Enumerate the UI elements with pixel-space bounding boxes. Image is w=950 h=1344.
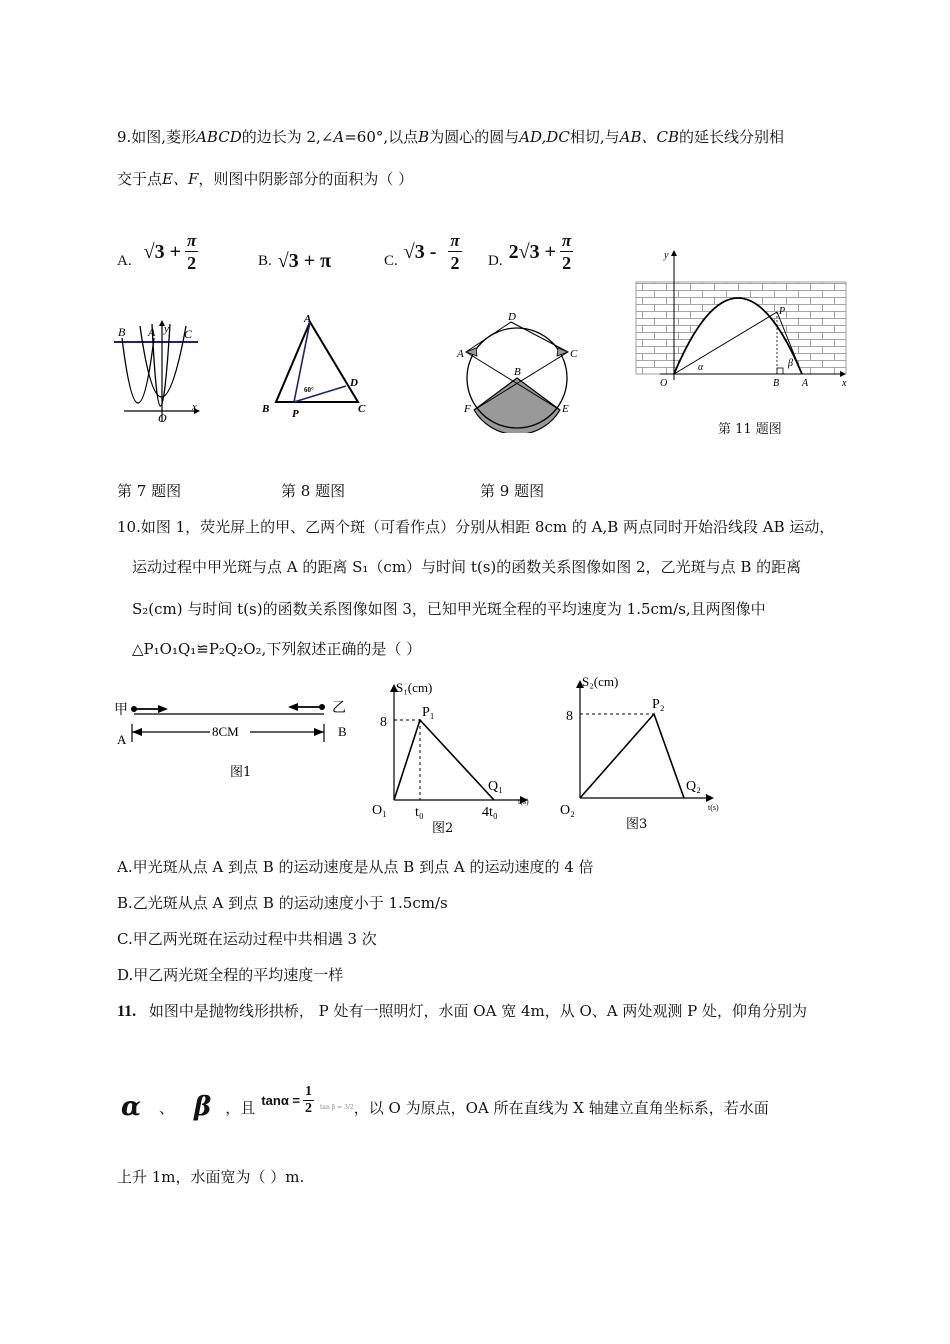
option-expr: √3 -: [403, 240, 437, 263]
svg-text:B: B: [118, 325, 126, 339]
q10-line3: S₂(cm) 与时间 t(s)的函数关系图像如图 3，已知甲光斑全程的平均速度为 1.5cm/s,且两图像中: [132, 600, 766, 618]
svg-text:B: B: [262, 403, 270, 415]
denominator: 2: [562, 252, 572, 273]
fig3-ylabel: S₂(cm): [582, 674, 619, 689]
numerator: π: [561, 230, 572, 250]
figure-7-caption: 第 7 题图: [117, 482, 182, 500]
svg-text:60°: 60°: [304, 386, 314, 394]
q9-line2: [117, 168, 413, 189]
svg-text:D: D: [350, 377, 358, 389]
q11-line1: [117, 1000, 807, 1021]
svg-text:D: D: [508, 311, 516, 323]
fig3-p: P₂: [652, 697, 665, 712]
figure-9-caption: 第 9 题图: [480, 482, 545, 500]
q10-figure-2: [368, 672, 553, 840]
fig3-o: O₂: [560, 803, 575, 818]
q9-text: E、F: [162, 170, 199, 188]
q9-option-b[interactable]: [258, 228, 331, 276]
q10-choice-a[interactable]: A.甲光斑从点 A 到点 B 的运动速度是从点 B 到点 A 的运动速度的 4 倍: [117, 858, 594, 876]
q9-text: ABCD: [196, 128, 242, 146]
option-label: A.: [117, 252, 132, 269]
q10-line2: 运动过程中甲光斑与点 A 的距离 S₁（cm）与时间 t(s)的函数关系图像如图 2，乙光斑与点 B 的距离: [132, 558, 802, 576]
svg-text:A: A: [304, 313, 312, 325]
separator: 、: [159, 1098, 175, 1117]
q10-figure-1: [112, 690, 362, 790]
fig1-yi: 乙: [332, 700, 346, 716]
svg-text:P: P: [779, 306, 786, 317]
numerator: π: [450, 230, 460, 250]
svg-text:A: A: [802, 378, 809, 389]
option-label: D.: [488, 252, 503, 269]
svg-text:F: F: [464, 403, 471, 415]
q9-text: ，则图中阴影部分的面积为（ ）: [198, 170, 414, 188]
option-expr: √3 +: [143, 240, 181, 263]
tan-alpha: [261, 1084, 314, 1117]
denominator: 2: [450, 252, 460, 273]
option-expr: √3 + π: [277, 249, 332, 272]
numerator: π: [186, 230, 197, 250]
q11-number: 11.: [117, 1003, 137, 1020]
svg-text:C: C: [358, 403, 366, 415]
q10-line4: △P₁O₁Q₁≌P₂Q₂O₂,下列叙述正确的是（ ）: [132, 640, 422, 658]
q9-text: 的延长线分别相: [678, 128, 784, 146]
option-label: B.: [258, 252, 272, 269]
q9-option-a[interactable]: [117, 228, 198, 276]
fig2-tlabel: t(s): [518, 797, 529, 806]
svg-text:P: P: [292, 408, 299, 420]
svg-text:B: B: [514, 366, 521, 378]
figure-9: [456, 308, 581, 433]
q10-choice-c[interactable]: C.甲乙两光斑在运动过程中共相遇 3 次: [117, 930, 377, 948]
q9-text: =60°,以点: [344, 128, 419, 146]
figure-7: [112, 318, 202, 428]
fig2-t0: t₀: [415, 805, 424, 820]
fig2-o: O₁: [372, 803, 387, 818]
q11-line2: [117, 1082, 769, 1132]
svg-text:O: O: [158, 411, 167, 425]
svg-text:A: A: [148, 325, 156, 339]
figure-8-caption: 第 8 题图: [281, 482, 346, 500]
q9-text: 的边长为 2,∠: [241, 128, 334, 146]
fig1-b: B: [338, 724, 347, 739]
q11-text: ，以 O 为原点，OA 所在直线为 X 轴建立直角坐标系，若水面: [353, 1098, 769, 1117]
svg-text:y: y: [664, 250, 669, 261]
denominator: 2: [305, 1100, 313, 1116]
fig2-y8: 8: [380, 715, 387, 730]
svg-text:x: x: [192, 401, 197, 413]
fig1-a: A: [117, 732, 127, 747]
q9-text: 为圆心的圆与: [429, 128, 520, 146]
svg-text:E: E: [562, 403, 569, 415]
q11-line3: 上升 1m，水面宽为（ ）m.: [117, 1168, 305, 1186]
q9-text: 9.如图,菱形: [117, 128, 197, 146]
option-expr: 2√3 +: [508, 240, 556, 263]
figure-11-caption: 第 11 题图: [718, 422, 782, 437]
svg-text:y: y: [164, 323, 169, 335]
fig2-t4: 4t₀: [482, 805, 498, 820]
tan-alpha-label: tanα =: [261, 1092, 301, 1108]
q9-text: 交于点: [117, 170, 163, 188]
fig2-caption: 图2: [432, 821, 454, 836]
numerator: 1: [305, 1083, 313, 1099]
fig3-y8: 8: [566, 709, 573, 724]
fig2-ylabel: S₁(cm): [396, 680, 433, 695]
fig2-p: P₁: [422, 705, 435, 720]
svg-text:C: C: [184, 327, 193, 341]
svg-text:B: B: [773, 378, 780, 389]
fraction: [448, 231, 461, 274]
svg-text:β: β: [788, 358, 793, 369]
q10-figure-3: [558, 670, 738, 838]
denominator: 2: [187, 252, 197, 273]
q11-text: ，且: [225, 1098, 256, 1117]
fig2-q: Q₁: [488, 779, 503, 794]
q10-choice-b[interactable]: B.乙光斑从点 A 到点 B 的运动速度小于 1.5cm/s: [117, 894, 448, 912]
q9-option-c[interactable]: [384, 228, 462, 276]
fraction: [560, 231, 573, 274]
q9-line1: [117, 126, 784, 147]
svg-text:O: O: [660, 378, 668, 389]
tan-beta: tan β = 3/2: [320, 1103, 354, 1111]
fig3-q: Q₂: [686, 779, 701, 794]
figure-8: [258, 312, 378, 422]
q9-text: AB、CB: [619, 128, 679, 146]
fig1-dist: 8CM: [212, 724, 239, 739]
q10-choice-d[interactable]: D.甲乙两光斑全程的平均速度一样: [117, 966, 344, 984]
fig3-caption: 图3: [626, 817, 648, 832]
svg-text:A: A: [457, 348, 464, 360]
fig1-jia: 甲: [114, 702, 128, 718]
q9-text: B: [418, 128, 430, 146]
alpha-symbol: α: [121, 1092, 142, 1122]
figure-11: [630, 248, 855, 398]
q9-text: A: [333, 128, 345, 146]
svg-text:x: x: [842, 378, 847, 389]
fraction: [303, 1084, 314, 1117]
q9-text: 相切,与: [569, 128, 620, 146]
svg-text:C: C: [570, 348, 578, 360]
q9-text: AD,DC: [519, 128, 570, 146]
q9-option-d[interactable]: [488, 228, 573, 276]
beta-symbol: β: [194, 1092, 212, 1122]
fig3-tlabel: t(s): [708, 803, 719, 812]
fig1-caption: 图1: [230, 765, 252, 780]
q11-text: 如图中是抛物线形拱桥， P 处有一照明灯，水面 OA 宽 4m，从 O、A 两处观测 P 处，仰角分别为: [148, 1002, 808, 1020]
svg-text:α: α: [698, 362, 704, 373]
option-label: C.: [384, 252, 398, 269]
fraction: [185, 231, 198, 274]
q10-line1: 10.如图 1，荧光屏上的甲、乙两个斑（可看作点）分别从相距 8cm 的 A,B 两点同时开始沿线段 AB 运动，: [117, 518, 835, 536]
